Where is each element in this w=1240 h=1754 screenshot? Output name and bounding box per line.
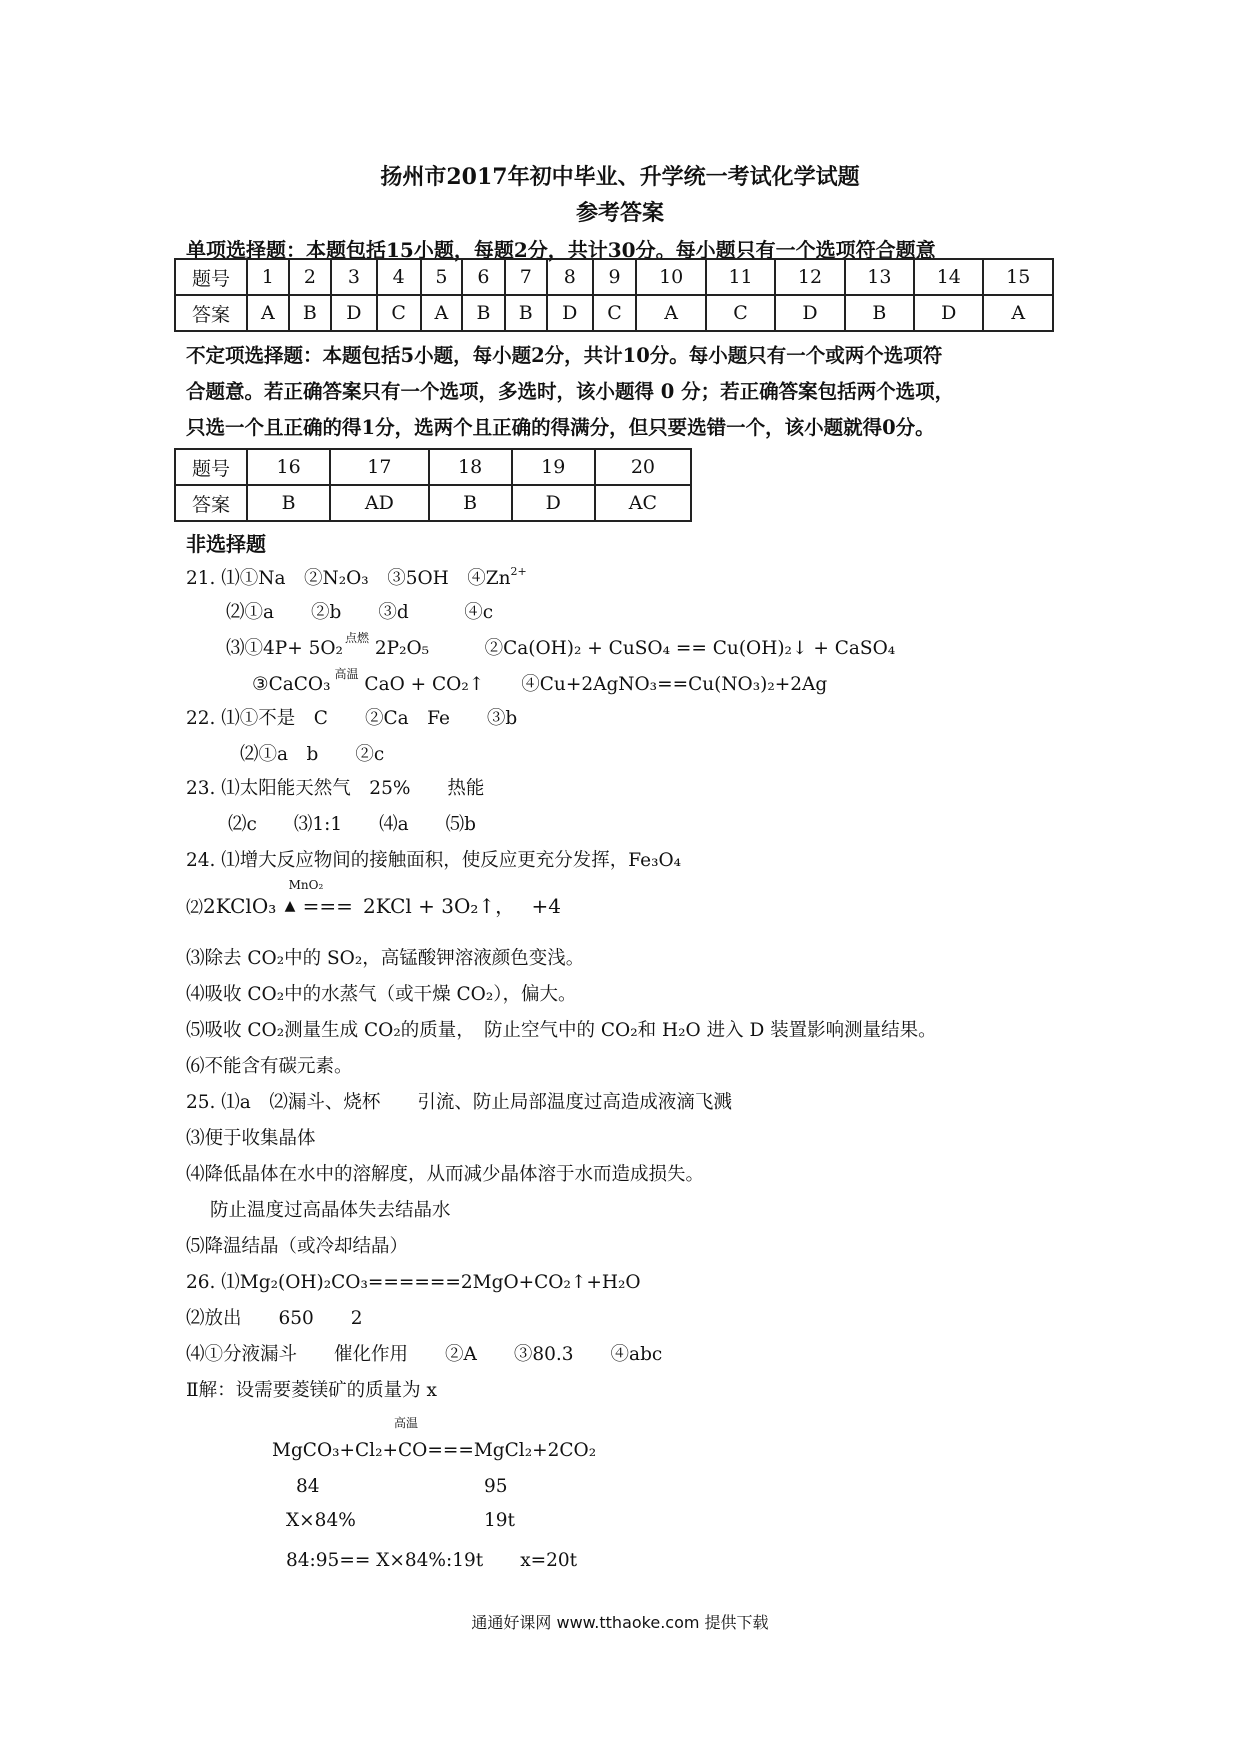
answer-cell: D [331, 295, 377, 331]
catalyst-label: MnO₂ [288, 878, 324, 892]
q21-3a-left: ⑶①4P+ 5O₂ [226, 638, 343, 659]
calc-row1-right: 95 [484, 1476, 508, 1497]
answer-cell: D [914, 295, 983, 331]
q22-line-2: ⑵①a b ②c [240, 744, 385, 765]
question-number-cell: 19 [512, 449, 595, 485]
answer-cell: A [983, 295, 1053, 331]
question-number-cell: 6 [462, 259, 504, 295]
answer-cell: A [421, 295, 463, 331]
q24-2-products: 2KCl + 3O₂↑， +4 [356, 894, 562, 918]
question-number-cell: 1 [247, 259, 289, 295]
calc-row2-right: 19t [484, 1510, 515, 1531]
q26-line-II: Ⅱ解：设需要菱镁矿的质量为 x [186, 1380, 437, 1401]
answer-cell: AC [595, 485, 691, 521]
q22-line-1: 22. ⑴①不是 C ②Ca Fe ③b [186, 708, 518, 729]
q26-line-4: ⑷①分液漏斗 催化作用 ②A ③80.3 ④abc [186, 1344, 663, 1365]
q23-line-2: ⑵c ⑶1:1 ⑷a ⑸b [228, 814, 477, 835]
calc-row2-left: X×84% [286, 1510, 356, 1531]
page-subtitle: 参考答案 [575, 200, 664, 226]
row-label-answer: 答案 [175, 485, 247, 521]
q21-line-2: ⑵①a ②b ③d ④c [226, 602, 494, 623]
q24-line-5: ⑸吸收 CO₂测量生成 CO₂的质量， 防止空气中的 CO₂和 H₂O 进入 D 装置影响测量结果。 [186, 1020, 937, 1041]
catalyst-arrow [283, 878, 357, 918]
q25-line-1: 25. ⑴a ⑵漏斗、烧杯 引流、防止局部温度过高造成液滴飞溅 [186, 1092, 732, 1113]
question-number-cell: 7 [505, 259, 547, 295]
question-number-cell: 5 [421, 259, 463, 295]
answer-cell: A [247, 295, 289, 331]
answer-cell: B [505, 295, 547, 331]
q21-3b-condition: 高温 [334, 667, 359, 681]
answer-cell: D [547, 295, 593, 331]
answer-cell: C [377, 295, 421, 331]
table-row-answers [175, 485, 691, 521]
q24-line-1: 24. ⑴增大反应物间的接触面积，使反应更充分发挥，Fe₃O₄ [186, 850, 682, 871]
question-number-cell: 10 [636, 259, 705, 295]
section2-paragraph-line-1: 不定项选择题：本题包括5小题，每小题2分，共计10分。每小题只有一个或两个选项符 [186, 344, 943, 367]
q21-3b-right: CaO + CO₂↑ ④Cu+2AgNO₃==Cu(NO₃)₂+2Ag [358, 674, 828, 695]
question-number-cell: 14 [914, 259, 983, 295]
calc-equation: MgCO₃+Cl₂+CO===MgCl₂+2CO₂ [272, 1440, 597, 1461]
calc-condition: 高温 [394, 1416, 419, 1430]
answer-cell: B [247, 485, 330, 521]
q24-line-6: ⑹不能含有碳元素。 [186, 1056, 353, 1077]
answer-cell: B [429, 485, 512, 521]
question-number-cell: 9 [593, 259, 637, 295]
question-number-cell: 3 [331, 259, 377, 295]
calc-row1-left: 84 [296, 1476, 320, 1497]
section1-heading: 单项选择题：本题包括15小题，每题2分，共计30分。每小题只有一个选项符合题意 [186, 238, 936, 262]
q21-line-3 [226, 631, 896, 660]
question-number-cell: 8 [547, 259, 593, 295]
answer-cell: B [289, 295, 331, 331]
equals-sign: === [302, 894, 353, 918]
question-number-cell: 12 [775, 259, 844, 295]
table-row-numbers [175, 449, 691, 485]
question-number-cell: 13 [845, 259, 914, 295]
question-number-cell: 16 [247, 449, 330, 485]
q25-line-4b: 防止温度过高晶体失去结晶水 [210, 1200, 451, 1221]
q21-3a-condition: 点燃 [344, 631, 369, 645]
q24-2-label: ⑵ [186, 898, 203, 918]
heat-triangle-icon: ▲ [284, 898, 296, 914]
answer-cell: D [775, 295, 844, 331]
answer-cell: AD [330, 485, 428, 521]
section2-paragraph-line-3: 只选一个且正确的得1分，选两个且正确的得满分，但只要选错一个，该小题就得0分。 [186, 416, 935, 439]
row-label-number: 题号 [175, 449, 247, 485]
single-choice-table [174, 258, 1054, 332]
table-row-answers [175, 295, 1053, 331]
q24-line-4: ⑷吸收 CO₂中的水蒸气（或干燥 CO₂），偏大。 [186, 984, 577, 1005]
q21-3a-right: 2P₂O₅ ②Ca(OH)₂ + CuSO₄ == Cu(OH)₂↓ + CaSO₄ [368, 638, 896, 659]
q21-line-1 [186, 564, 527, 590]
q24-2-reactant: 2KClO₃ [203, 894, 277, 918]
question-number-cell: 4 [377, 259, 421, 295]
question-number-cell: 17 [330, 449, 428, 485]
q26-line-1: 26. ⑴Mg₂(OH)₂CO₃======2MgO+CO₂↑+H₂O [186, 1272, 641, 1293]
page-title: 扬州市2017年初中毕业、升学统一考试化学试题 [380, 164, 860, 190]
q25-line-4: ⑷降低晶体在水中的溶解度，从而减少晶体溶于水而造成损失。 [186, 1164, 705, 1185]
row-label-answer: 答案 [175, 295, 247, 331]
answer-cell: A [636, 295, 705, 331]
q26-line-2: ⑵放出 650 2 [186, 1308, 363, 1329]
row-label-number: 题号 [175, 259, 247, 295]
question-number-cell: 15 [983, 259, 1053, 295]
answer-cell: D [512, 485, 595, 521]
question-number-cell: 2 [289, 259, 331, 295]
multi-choice-table [174, 448, 692, 522]
q24-line-3: ⑶除去 CO₂中的 SO₂，高锰酸钾溶液颜色变浅。 [186, 948, 585, 969]
q23-line-1: 23. ⑴太阳能天然气 25% 热能 [186, 778, 485, 799]
zn-charge: 2+ [510, 565, 527, 578]
q24-line-2 [186, 878, 562, 919]
answer-cell: B [845, 295, 914, 331]
footer-credit: 通通好课网 www.tthaoke.com 提供下载 [471, 1613, 769, 1632]
answer-cell: C [593, 295, 637, 331]
question-number-cell: 11 [706, 259, 775, 295]
q21-3b-left: ③CaCO₃ [252, 674, 331, 695]
q25-line-3: ⑶便于收集晶体 [186, 1128, 316, 1149]
question-number-cell: 18 [429, 449, 512, 485]
question-number-cell: 20 [595, 449, 691, 485]
table-row-numbers [175, 259, 1053, 295]
section2-paragraph-line-2: 合题意。若正确答案只有一个选项，多选时，该小题得 0 分；若正确答案包括两个选项， [186, 380, 955, 403]
section3-heading: 非选择题 [186, 532, 266, 556]
q21-part1-text: 21. ⑴①Na ②N₂O₃ ③5OH ④Zn [186, 568, 511, 589]
answer-cell: B [462, 295, 504, 331]
q21-line-4 [252, 667, 828, 696]
answer-cell: C [706, 295, 775, 331]
q25-line-5: ⑸降温结晶（或冷却结晶） [186, 1236, 409, 1257]
calc-row3: 84:95== X×84%:19t x=20t [286, 1550, 578, 1571]
